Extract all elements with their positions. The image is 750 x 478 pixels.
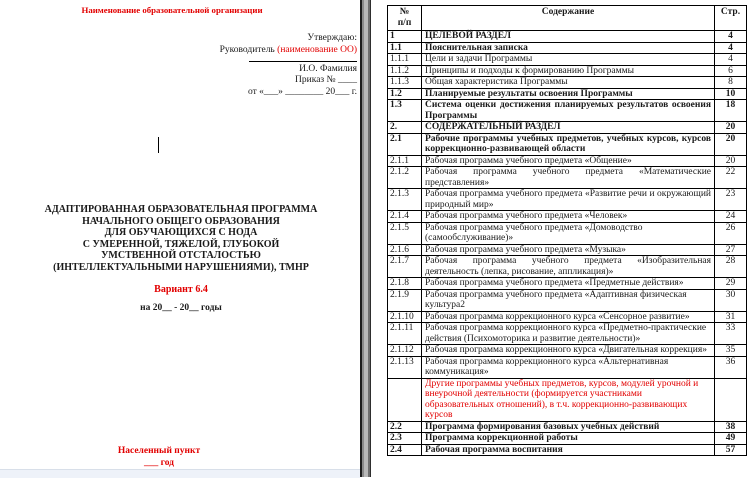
- toc-cell-num: 2.1.5: [388, 222, 422, 244]
- toc-row: [388, 256, 747, 278]
- toc-cell-num: 2.4: [388, 444, 422, 456]
- toc-cell-title: Рабочая программа учебного предмета «Предметные действия»: [422, 278, 715, 290]
- page-divider: [360, 0, 371, 477]
- title-line: (ИНТЕЛЛЕКТУАЛЬНЫМИ НАРУШЕНИЯМИ), ТМНР: [53, 261, 309, 273]
- toc-cell-title: Рабочая программа учебного предмета «Человек»: [422, 211, 715, 223]
- toc-cell-num: 2.1.8: [388, 278, 422, 290]
- toc-cell-page: 4: [715, 42, 747, 54]
- toc-row: [388, 100, 747, 122]
- toc-cell-num: 1.1.2: [388, 65, 422, 77]
- years-line: на 20__ - 20__ годы: [140, 303, 222, 313]
- toc-row: [388, 345, 747, 357]
- toc-cell-title: Рабочая программа воспитания: [422, 444, 715, 456]
- toc-cell-num: 2.2: [388, 421, 422, 433]
- document-title: [4, 204, 358, 274]
- toc-row: [388, 278, 747, 290]
- toc-cell-page: 10: [715, 88, 747, 100]
- toc-cell-num: 1: [388, 31, 422, 43]
- toc-cell-title: Цели и задачи Программы: [422, 54, 715, 66]
- toc-cell-num: 2.1: [388, 133, 422, 155]
- title-line: УМСТВЕННОЙ ОТСТАЛОСТЬЮ: [101, 250, 261, 262]
- toc-row: [388, 378, 747, 421]
- toc-cell-title: Рабочая программа учебного предмета «Адаптивная физическая культура2: [422, 289, 715, 311]
- toc-cell-title: Рабочая программа коррекционного курса «Альтернативная коммуникация»: [422, 356, 715, 378]
- toc-cell-num: 2.1.9: [388, 289, 422, 311]
- toc-cell-page: 26: [715, 222, 747, 244]
- toc-header-page: Стр.: [715, 6, 747, 31]
- toc-row: [388, 167, 747, 189]
- toc-row: [388, 88, 747, 100]
- toc-cell-num: 2.1.11: [388, 323, 422, 345]
- toc-cell-title: Принципы и подходы к формированию Программы: [422, 65, 715, 77]
- toc-cell-title: Программа формирования базовых учебных действий: [422, 421, 715, 433]
- toc-cell-num: 2.3: [388, 433, 422, 445]
- title-page[interactable]: [0, 0, 361, 469]
- toc-cell-num: 2.1.13: [388, 356, 422, 378]
- toc-row: [388, 356, 747, 378]
- variant-label: Вариант 6.4: [154, 284, 208, 295]
- toc-cell-num: [388, 378, 422, 421]
- title-line: АДАПТИРОВАННАЯ ОБРАЗОВАТЕЛЬНАЯ ПРОГРАММА: [44, 204, 318, 215]
- toc-cell-title: Общая характеристика Программы: [422, 77, 715, 89]
- toc-cell-page: 29: [715, 278, 747, 290]
- toc-cell-num: 2.1.7: [388, 256, 422, 278]
- toc-cell-page: 20: [715, 155, 747, 167]
- toc-header-num-line2: п/п: [397, 18, 412, 28]
- toc-row: [388, 289, 747, 311]
- toc-cell-num: 2.1.6: [388, 244, 422, 256]
- toc-body: [388, 31, 747, 456]
- approve-line: Утверждаю:: [307, 33, 357, 43]
- toc-row: [388, 189, 747, 211]
- place-placeholder: Населенный пункт: [117, 446, 201, 456]
- approve-line: [220, 45, 357, 57]
- toc-cell-page: 49: [715, 433, 747, 445]
- toc-header-num: [388, 6, 422, 31]
- toc-cell-num: 2.1.1: [388, 155, 422, 167]
- toc-cell-title: Рабочая программа коррекционного курса «Сенсорное развитие»: [422, 311, 715, 323]
- toc-cell-page: 20: [715, 122, 747, 134]
- toc-row: [388, 31, 747, 43]
- toc-cell-page: 36: [715, 356, 747, 378]
- toc-row: [388, 65, 747, 77]
- toc-row: [388, 244, 747, 256]
- approve-date: от «___» ________ 20___ г.: [248, 87, 357, 98]
- toc-row: [388, 421, 747, 433]
- approve-name: И.О. Фамилия: [299, 63, 357, 74]
- toc-cell-page: 31: [715, 311, 747, 323]
- toc-cell-title: СОДЕРЖАТЕЛЬНЫЙ РАЗДЕЛ: [422, 122, 715, 134]
- approve-role-label: Руководитель: [219, 44, 278, 55]
- toc-cell-title: Рабочая программа учебного предмета «Развитие речи и окружающий природный мир»: [422, 189, 715, 211]
- title-line: НАЧАЛЬНОГО ОБЩЕГО ОБРАЗОВАНИЯ: [82, 215, 280, 227]
- toc-cell-page: 27: [715, 244, 747, 256]
- toc-cell-page: [715, 378, 747, 421]
- approve-org-placeholder: (наименование ОО): [277, 44, 357, 55]
- toc-cell-page: 23: [715, 189, 747, 211]
- toc-cell-num: 2.1.10: [388, 311, 422, 323]
- toc-cell-title: Рабочая программа учебного предмета «Музыка»: [422, 244, 715, 256]
- toc-cell-title: Рабочая программа учебного предмета «Математические представления»: [422, 167, 715, 189]
- toc-cell-title: Рабочая программа коррекционного курса «Предметно-практические действия (Психомоторика и развитие деятельности)»: [422, 323, 715, 345]
- toc-cell-title: Пояснительная записка: [422, 42, 715, 54]
- title-line: ДЛЯ ОБУЧАЮЩИХСЯ С НОДА: [104, 227, 258, 239]
- toc-cell-title: ЦЕЛЕВОЙ РАЗДЕЛ: [422, 31, 715, 43]
- toc-row: [388, 433, 747, 445]
- toc-cell-page: 18: [715, 100, 747, 122]
- place-block: [0, 446, 318, 469]
- toc-cell-page: 57: [715, 444, 747, 456]
- signature-line: [249, 61, 357, 62]
- text-cursor: [158, 137, 159, 153]
- toc-cell-title: Планируемые результаты освоения Программы: [422, 88, 715, 100]
- toc-cell-page: 33: [715, 323, 747, 345]
- toc-cell-page: 4: [715, 31, 747, 43]
- toc-cell-page: 35: [715, 345, 747, 357]
- toc-cell-page: 8: [715, 77, 747, 89]
- toc-cell-page: 38: [715, 421, 747, 433]
- toc-cell-num: 2.1.4: [388, 211, 422, 223]
- year-placeholder: ___ год: [144, 457, 174, 468]
- toc-cell-num: 1.1.1: [388, 54, 422, 66]
- toc-cell-page: 30: [715, 289, 747, 311]
- toc-row: [388, 323, 747, 345]
- toc-row: [388, 155, 747, 167]
- toc-cell-page: 6: [715, 65, 747, 77]
- toc-cell-num: 2.1.3: [388, 189, 422, 211]
- toc-row: [388, 222, 747, 244]
- toc-cell-page: 20: [715, 133, 747, 155]
- toc-cell-num: 2.1.2: [388, 167, 422, 189]
- toc-cell-page: 22: [715, 167, 747, 189]
- toc-cell-num: 1.3: [388, 100, 422, 122]
- org-name-placeholder: Наименование образовательной организации: [81, 5, 263, 15]
- toc-page[interactable]: [371, 0, 750, 477]
- toc-row: [388, 54, 747, 66]
- toc-cell-title: Программа коррекционной работы: [422, 433, 715, 445]
- toc-row: [388, 311, 747, 323]
- toc-cell-num: 1.2: [388, 88, 422, 100]
- toc-header-row: [388, 6, 747, 31]
- toc-cell-page: 24: [715, 211, 747, 223]
- approval-block: [220, 33, 357, 99]
- toc-cell-title: Рабочая программа учебного предмета «Изобразительная деятельность (лепка, рисование, аппликация)»: [422, 256, 715, 278]
- toc-cell-num: 2.1.12: [388, 345, 422, 357]
- toc-cell-num: 2.: [388, 122, 422, 134]
- approve-order: Приказ № ____: [295, 75, 357, 86]
- title-line: С УМЕРЕННОЙ, ТЯЖЕЛОЙ, ГЛУБОКОЙ: [82, 238, 280, 250]
- toc-row: [388, 133, 747, 155]
- toc-cell-title: Другие программы учебных предметов, курсов, модулей урочной и внеурочной деятельности (формируется участниками образовательных отношений), в т.ч. коррекционно-развивающих курсов: [422, 378, 715, 421]
- toc-cell-page: 28: [715, 256, 747, 278]
- toc-table: [387, 5, 747, 456]
- toc-cell-title: Рабочая программа учебного предмета «Общение»: [422, 155, 715, 167]
- toc-cell-title: Рабочая программа коррекционного курса «Двигательная коррекция»: [422, 345, 715, 357]
- toc-row: [388, 211, 747, 223]
- toc-header-title: Содержание: [422, 6, 715, 31]
- toc-row: [388, 42, 747, 54]
- toc-cell-num: 1.1: [388, 42, 422, 54]
- toc-header-num-line1: №: [399, 7, 410, 17]
- toc-row: [388, 444, 747, 456]
- toc-cell-title: Рабочие программы учебных предметов, учебных курсов, курсов коррекционно-развивающей области: [422, 133, 715, 155]
- toc-row: [388, 122, 747, 134]
- toc-row: [388, 77, 747, 89]
- toc-cell-title: Система оценки достижения планируемых результатов освоения Программы: [422, 100, 715, 122]
- toc-cell-num: 1.1.3: [388, 77, 422, 89]
- toc-cell-title: Рабочая программа учебного предмета «Домоводство (самообслуживание)»: [422, 222, 715, 244]
- toc-cell-page: 4: [715, 54, 747, 66]
